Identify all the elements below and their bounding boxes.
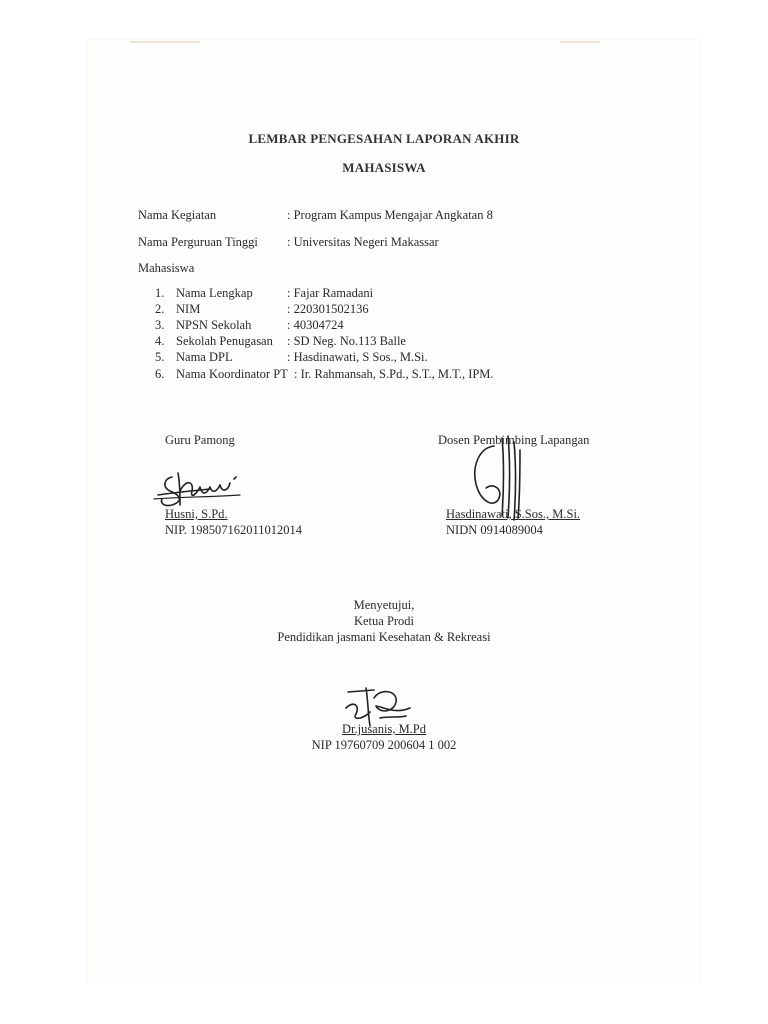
list-item-number: 6. xyxy=(155,367,165,381)
list-item-value: : SD Neg. No.113 Balle xyxy=(287,334,406,348)
list-item-value: : Fajar Ramadani xyxy=(287,286,374,300)
list-item-number: 4. xyxy=(155,334,165,348)
list-item-value: : Ir. Rahmansah, S.Pd., S.T., M.T., IPM. xyxy=(294,367,494,381)
document-subtitle: MAHASISWA xyxy=(342,160,426,175)
guru-pamong-nip: NIP. 198507162011012014 xyxy=(165,523,303,537)
list-item-label: Nama Lengkap xyxy=(176,286,253,300)
guru-pamong-name: Husni, S.Pd. xyxy=(165,507,228,521)
guru-pamong-role: Guru Pamong xyxy=(165,433,235,447)
list-item-value: : 220301502136 xyxy=(287,302,369,316)
approval-line-2: Ketua Prodi xyxy=(353,614,415,628)
list-item-number: 1. xyxy=(155,286,165,300)
list-item-number: 5. xyxy=(155,350,165,364)
list-item-label: Nama DPL xyxy=(176,350,233,364)
paper-edge-mark xyxy=(560,41,600,43)
list-item-label: NIM xyxy=(176,302,201,316)
approval-line-1: Menyetujui, xyxy=(353,598,415,612)
list-item-number: 3. xyxy=(155,318,165,332)
paper-edge-mark xyxy=(130,41,200,43)
field-label-perguruan: Nama Perguruan Tinggi xyxy=(138,235,258,249)
dosen-role: Dosen Pembimbing Lapangan xyxy=(438,433,590,447)
field-value-perguruan: : Universitas Negeri Makassar xyxy=(287,235,439,249)
list-item-label: NPSN Sekolah xyxy=(176,318,252,332)
list-item-number: 2. xyxy=(155,302,165,316)
ketua-prodi-name: Dr.jusanis, M.Pd xyxy=(341,722,427,736)
document-title: LEMBAR PENGESAHAN LAPORAN AKHIR xyxy=(248,131,520,146)
list-item-value: : Hasdinawati, S Sos., M.Si. xyxy=(287,350,428,364)
list-item-label: Nama Koordinator PT xyxy=(176,367,288,381)
field-label-kegiatan: Nama Kegiatan xyxy=(138,208,217,222)
list-item-value: : 40304724 xyxy=(287,318,344,332)
dosen-nidn: NIDN 0914089004 xyxy=(446,523,543,537)
mahasiswa-label: Mahasiswa xyxy=(138,261,195,275)
list-item-label: Sekolah Penugasan xyxy=(176,334,273,348)
dosen-name: Hasdinawati, S.Sos., M.Si. xyxy=(446,507,581,521)
ketua-prodi-nip: NIP 19760709 200604 1 002 xyxy=(311,738,457,752)
field-value-kegiatan: : Program Kampus Mengajar Angkatan 8 xyxy=(287,208,493,222)
approval-line-3: Pendidikan jasmani Kesehatan & Rekreasi xyxy=(277,630,491,644)
